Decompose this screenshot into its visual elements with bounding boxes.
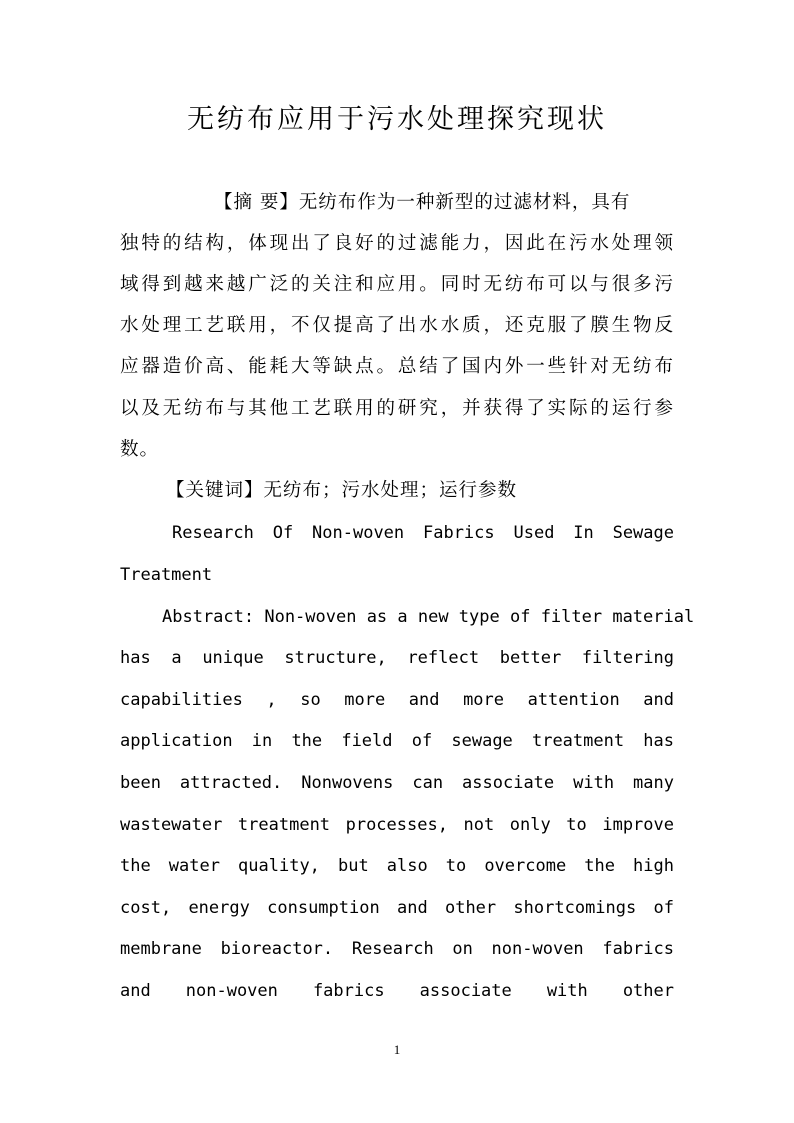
abstract-en-line-5: been attracted. Nonwovens can associate with many [120, 773, 674, 793]
abstract-cn-line-2: 独特的结构，体现出了良好的过滤能力，因此在污水处理领 [120, 233, 674, 254]
document-title: 无纺布应用于污水处理探究现状 [187, 104, 607, 135]
keywords-cn: 【关键词】无纺布；污水处理；运行参数 [166, 480, 518, 501]
abstract-cn-line-7: 数。 [120, 439, 160, 460]
abstract-en-line-4: application in the field of sewage treatment has [120, 731, 674, 751]
abstract-en-line-8: cost, energy consumption and other shortcomings of [120, 898, 674, 918]
abstract-cn-line-4: 水处理工艺联用，不仅提高了出水水质，还克服了膜生物反 [120, 315, 674, 336]
abstract-cn-line-5: 应器造价高、能耗大等缺点。总结了国内外一些针对无纺布 [120, 356, 674, 377]
english-title-line-1: Research Of Non-woven Fabrics Used In Sewage [172, 523, 674, 543]
abstract-en-line-6: wastewater treatment processes, not only to improve [120, 815, 674, 835]
abstract-en-line-9: membrane bioreactor. Research on non-woven fabrics [120, 939, 674, 959]
abstract-en-line-7: the water quality, but also to overcome the high [120, 856, 674, 876]
english-title-line-2: Treatment [120, 565, 213, 585]
abstract-en-line-10: and non-woven fabrics associate with other [120, 981, 674, 1001]
abstract-cn-line-1: 【摘 要】无纺布作为一种新型的过滤材料，具有 [214, 192, 631, 213]
abstract-en-line-1: Abstract: Non-woven as a new type of filter material [162, 607, 695, 627]
abstract-en-line-3: capabilities , so more and more attention and [120, 690, 674, 710]
abstract-cn-line-6: 以及无纺布与其他工艺联用的研究，并获得了实际的运行参 [120, 398, 674, 419]
abstract-en-line-2: has a unique structure, reflect better filtering [120, 648, 674, 668]
abstract-cn-line-3: 域得到越来越广泛的关注和应用。同时无纺布可以与很多污 [120, 274, 674, 295]
page-number: 1 [393, 1042, 401, 1057]
